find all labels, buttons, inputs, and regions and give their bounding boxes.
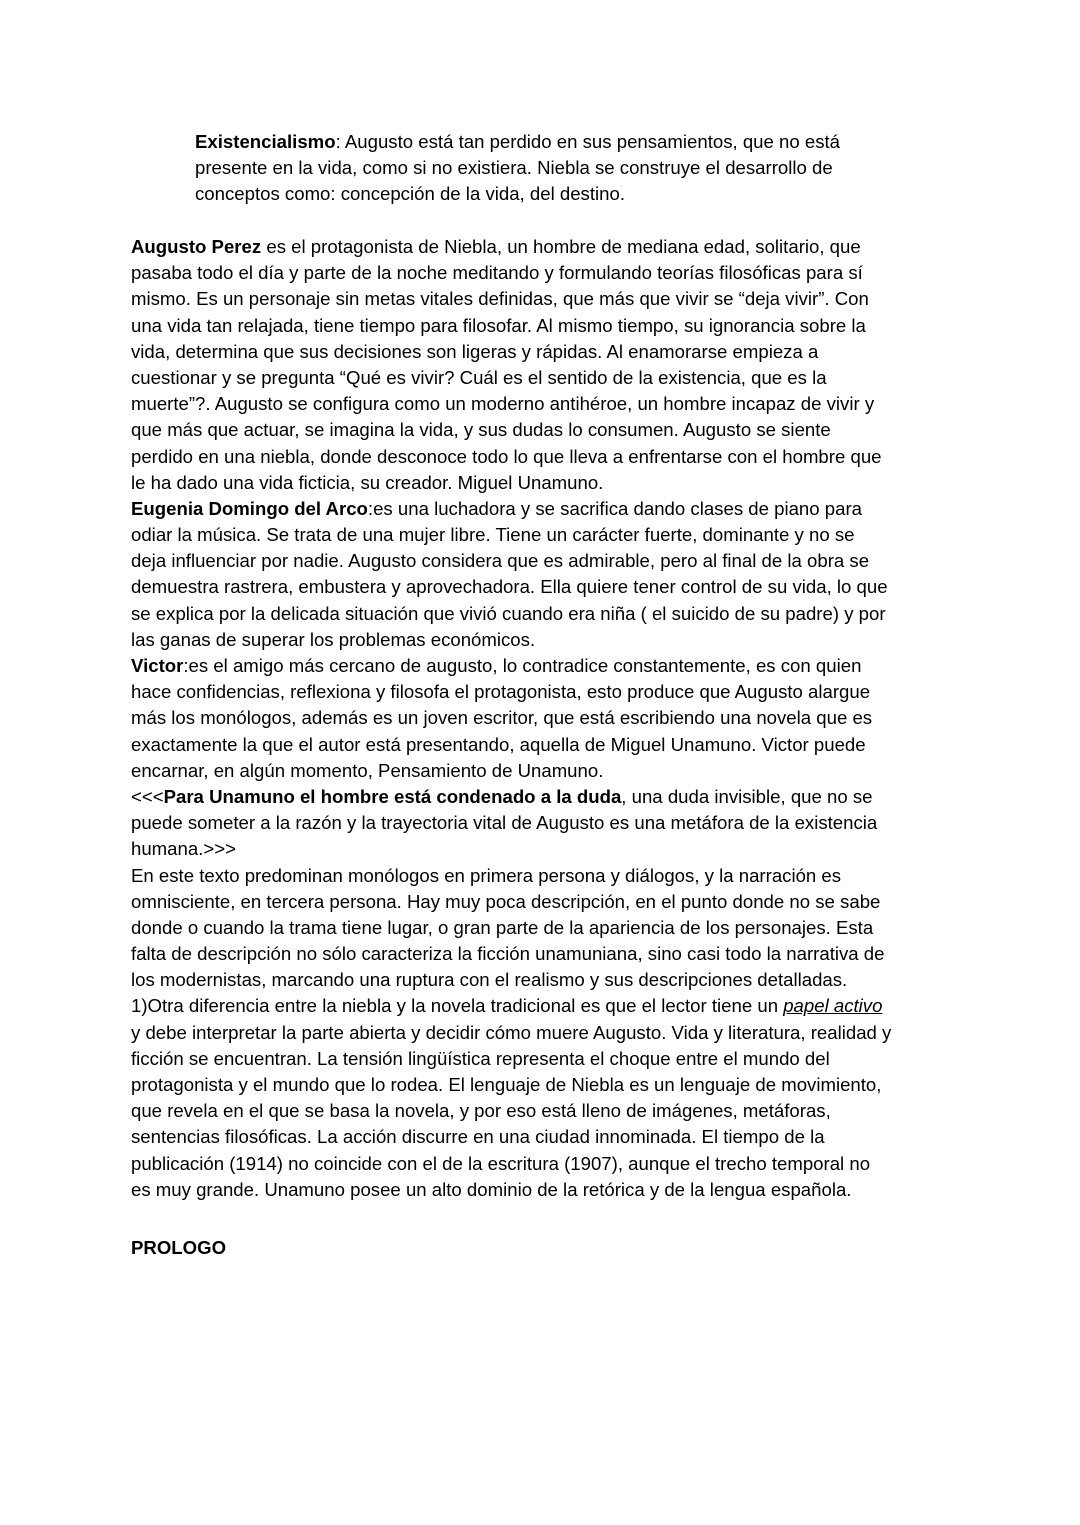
paragraph-line: perdido en una niebla, donde desconoce todo lo que lleva a enfrentarse con el hombre que <box>131 445 882 467</box>
paragraph-line: publicación (1914) no coincide con el de la escritura (1907), aunque el trecho temporal no <box>131 1152 871 1174</box>
paragraph-line: deja influenciar por nadie. Augusto considera que es admirable, pero al final de la obra se <box>131 550 870 572</box>
paragraph-text: : Augusto está tan perdido en sus pensamientos, que no está <box>335 131 841 152</box>
paragraph-line: donde o cuando la trama tiene lugar, o gran parte de la apariencia de los personajes. Esta <box>131 916 874 938</box>
paragraph-line <box>131 784 891 810</box>
eugenia-paragraph <box>131 496 891 653</box>
character-name-eugenia: Eugenia Domingo del Arco <box>131 497 368 519</box>
quote-paragraph <box>131 784 891 863</box>
narracion-paragraph <box>131 863 891 994</box>
quote-bold-text: Para Unamuno el hombre está condenado a la duda <box>163 785 622 807</box>
paragraph-line <box>131 234 891 260</box>
paragraph-text: :es el amigo más cercano de augusto, lo contradice constantemente, es con quien <box>183 655 862 676</box>
paragraph-text: es el protagonista de Niebla, un hombre de mediana edad, solitario, que <box>261 236 861 257</box>
paragraph-line: vida, determina que sus decisiones son ligeras y rápidas. Al enamorarse empieza a <box>131 340 819 362</box>
diferencia-paragraph <box>131 993 891 1203</box>
paragraph-line: falta de descripción no sólo caracteriza la ficción unamuniana, sino casi todo la narrativa de <box>131 943 885 965</box>
paragraph-line: ficción se encuentran. La tensión lingüística representa el choque entre el mundo del <box>131 1047 830 1069</box>
paragraph-line: que más que actuar, se imagina la vida, y sus dudas lo consumen. Augusto se siente <box>131 419 831 441</box>
paragraph-line: omnisciente, en tercera persona. Hay muy poca descripción, en el punto donde no se sabe <box>131 890 881 912</box>
paragraph-text: 1)Otra diferencia entre la niebla y la novela tradicional es que el lector tiene un <box>131 995 784 1017</box>
paragraph-line: pasaba todo el día y parte de la noche meditando y formulando teorías filosóficas para sí <box>131 262 863 284</box>
paragraph-line <box>131 653 891 679</box>
paragraph-line: presente en la vida, como si no existiera. Niebla se construye el desarrollo de <box>195 157 833 179</box>
emphasis-papel-activo: papel activo <box>783 995 883 1017</box>
paragraph-line <box>131 993 891 1019</box>
paragraph-line: las ganas de superar los problemas económicos. <box>131 628 536 650</box>
paragraph-line: que revela en el que se basa la novela, y por eso está lleno de imágenes, metáforas, <box>131 1100 831 1122</box>
paragraph-line: humana.>>> <box>131 838 236 860</box>
existencialismo-term: Existencialismo <box>195 131 336 152</box>
paragraph-line: los modernistas, marcando una ruptura con el realismo y sus descripciones detalladas. <box>131 969 848 991</box>
paragraph-line: más los monólogos, además es un joven escritor, que está escribiendo una novela que es <box>131 707 873 729</box>
paragraph-line: encarnar, en algún momento, Pensamiento de Unamuno. <box>131 759 604 781</box>
victor-paragraph <box>131 653 891 784</box>
paragraph-line: hace confidencias, reflexiona y filosofa el protagonista, esto produce que Augusto alargue <box>131 681 871 703</box>
paragraph-line <box>131 496 891 522</box>
paragraph-line <box>195 129 840 155</box>
paragraph-line: le ha dado una vida ficticia, su creador. Miguel Unamuno. <box>131 471 604 493</box>
paragraph-text: , una duda invisible, que no se <box>621 785 873 807</box>
paragraph-line: puede someter a la razón y la trayectoria vital de Augusto es una metáfora de la existencia <box>131 812 878 834</box>
existencialismo-paragraph <box>195 129 840 208</box>
section-heading-prologo: PROLOGO <box>131 1237 227 1258</box>
augusto-paragraph <box>131 234 891 496</box>
paragraph-line: mismo. Es un personaje sin metas vitales definidas, que más que vivir se “deja vivir”. Con <box>131 288 869 310</box>
paragraph-line: demuestra rastrera, embustera y aprovechadora. Ella quiere tener control de su vida, lo que <box>131 576 888 598</box>
character-name-victor: Victor <box>131 655 184 676</box>
paragraph-line: exactamente la que el autor está presentando, aquella de Miguel Unamuno. Victor puede <box>131 733 866 755</box>
main-text-block <box>131 234 891 1203</box>
paragraph-line: es muy grande. Unamuno posee un alto dominio de la retórica y de la lengua española. <box>131 1178 852 1200</box>
paragraph-line: una vida tan relajada, tiene tiempo para filosofar. Al mismo tiempo, su ignorancia sobre la <box>131 314 866 336</box>
paragraph-line: En este texto predominan monólogos en primera persona y diálogos, y la narración es <box>131 864 842 886</box>
paragraph-line: conceptos como: concepción de la vida, del destino. <box>195 183 625 205</box>
paragraph-line: sentencias filosóficas. La acción discurre en una ciudad innominada. El tiempo de la <box>131 1126 825 1148</box>
paragraph-line: y debe interpretar la parte abierta y decidir cómo muere Augusto. Vida y literatura, realidad y <box>131 1021 892 1043</box>
quote-prefix: <<< <box>131 785 164 807</box>
paragraph-text: :es una luchadora y se sacrifica dando clases de piano para <box>367 497 862 519</box>
paragraph-line: muerte”?. Augusto se configura como un moderno antihéroe, un hombre incapaz de vivir y <box>131 393 875 415</box>
paragraph-line: cuestionar y se pregunta “Qué es vivir? Cuál es el sentido de la existencia, que es la <box>131 366 827 388</box>
character-name-augusto: Augusto Perez <box>131 236 262 257</box>
paragraph-line: protagonista y el mundo que lo rodea. El lenguaje de Niebla es un lenguaje de movimiento, <box>131 1074 882 1095</box>
paragraph-line: se explica por la delicada situación que vivió cuando era niña ( el suicido de su padre) y por <box>131 602 886 624</box>
paragraph-line: odiar la música. Se trata de una mujer libre. Tiene un carácter fuerte, dominante y no se <box>131 524 855 546</box>
